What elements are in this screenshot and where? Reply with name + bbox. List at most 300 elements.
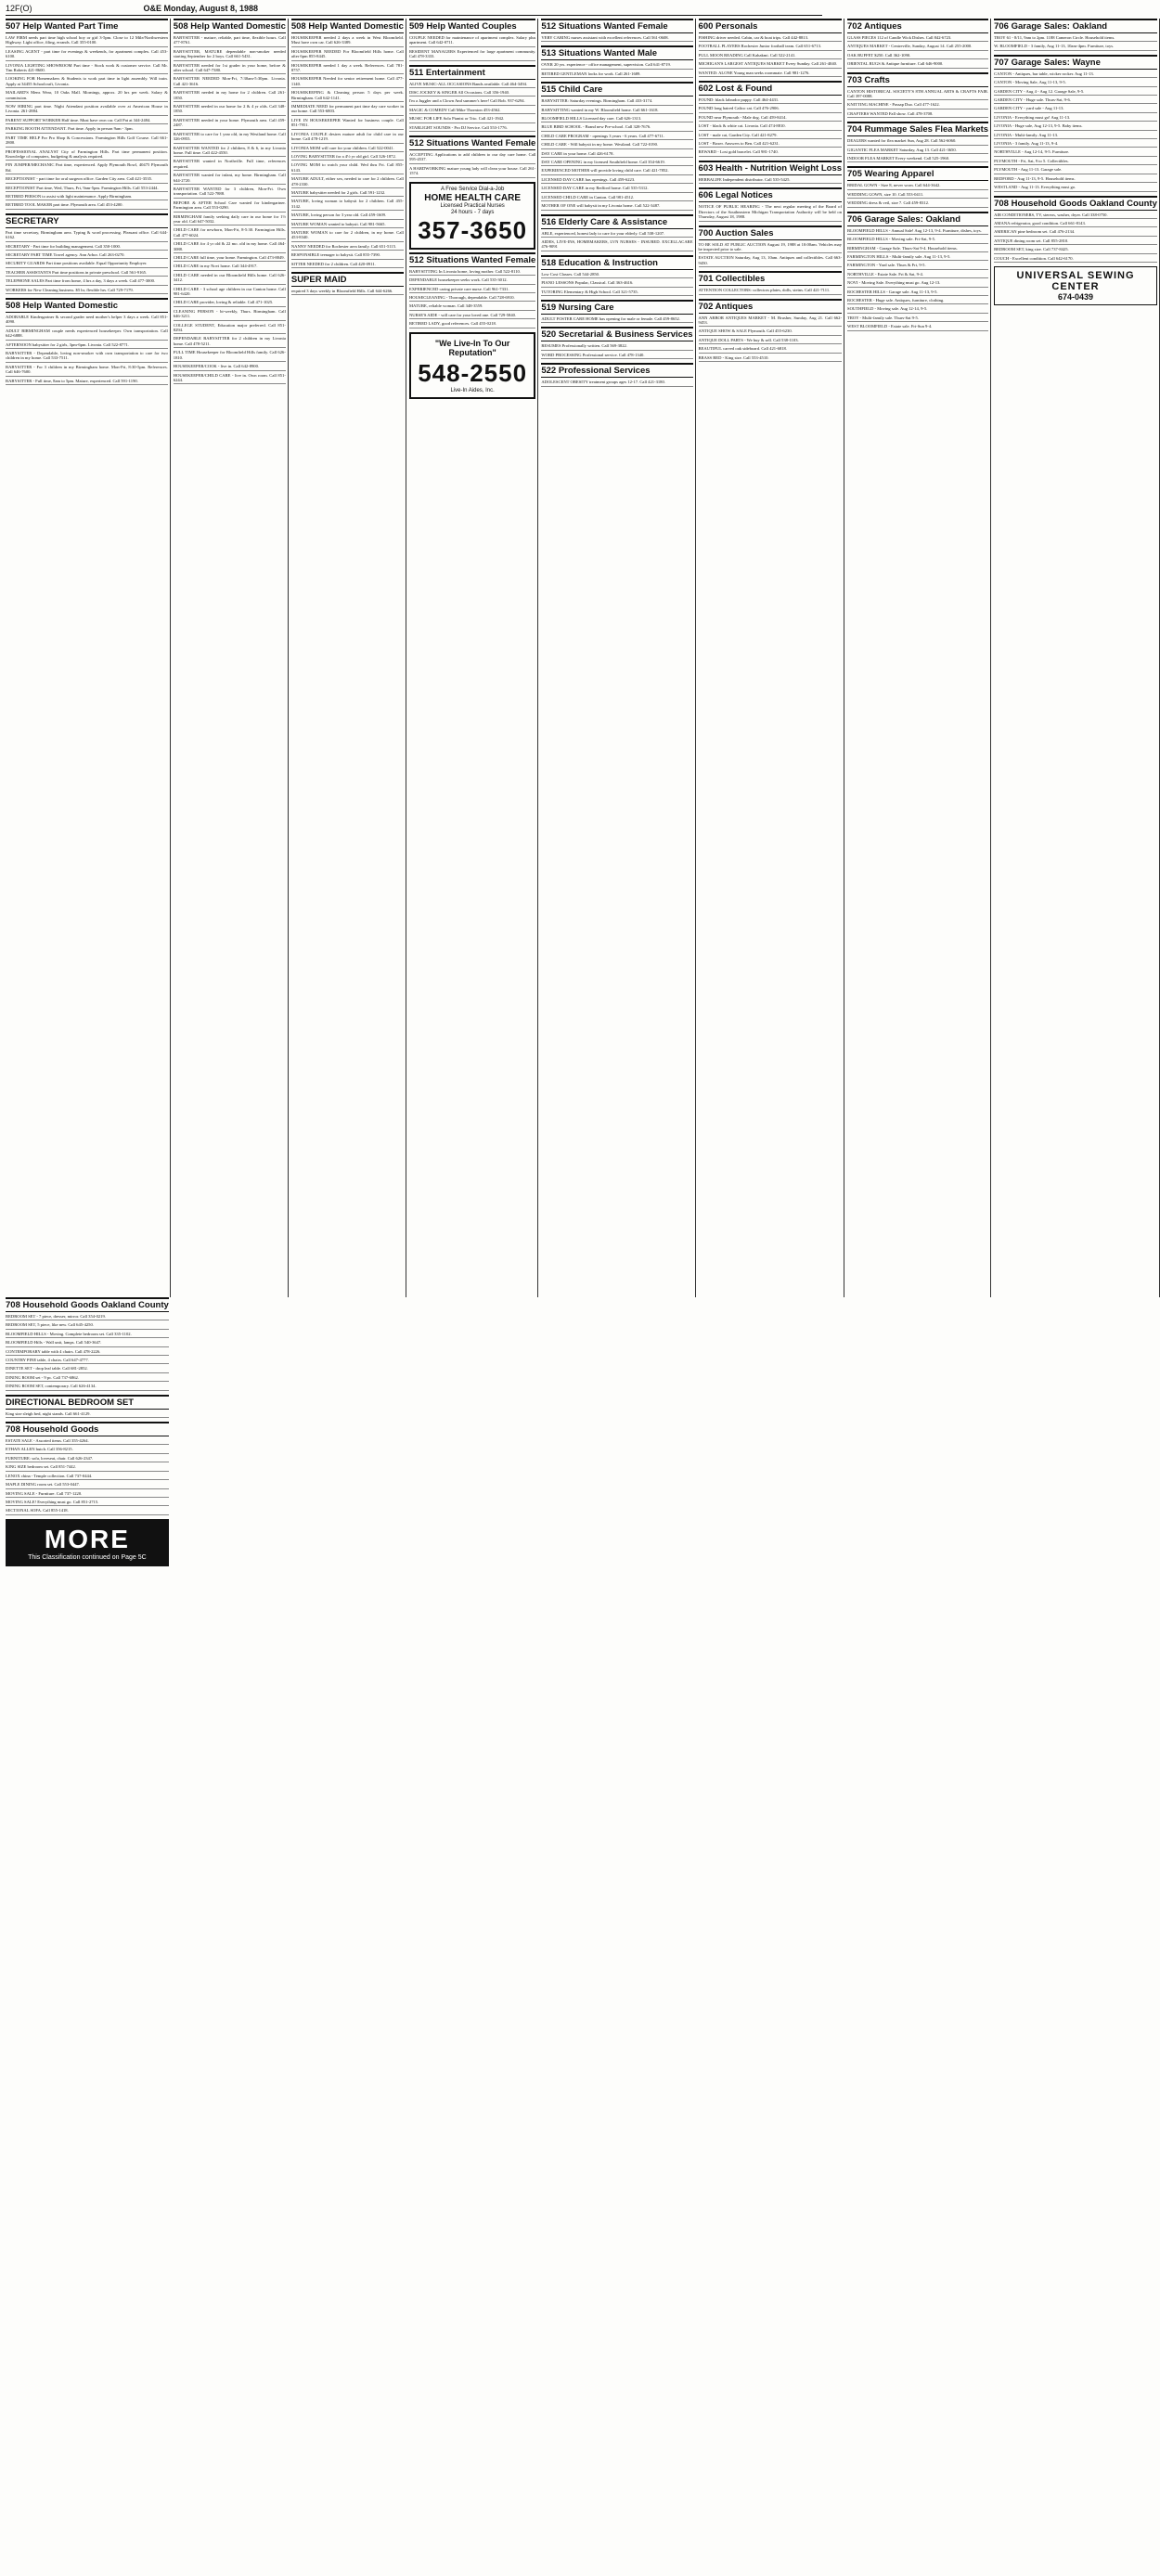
- classified-ad: CLEANING PERSON - bi-weekly, Thurs. Birmingham. Call 646-3211.: [174, 309, 286, 321]
- ad-list: [847, 228, 988, 331]
- ad-list: [847, 183, 988, 207]
- ad-list: [291, 289, 404, 295]
- classified-section: [847, 166, 988, 207]
- ad-list: [174, 35, 286, 384]
- ad-list: [291, 35, 404, 268]
- classified-section: [6, 298, 168, 385]
- ad-phone: 548-2550: [418, 358, 528, 387]
- classified-ad: LAW FIRM needs part time high school boy or girl 3-5pm. Close to 12 Mile/Northwestern Highway. Light office, filing, errands. Call 355-0100.: [6, 35, 168, 47]
- classified-section: [847, 19, 988, 69]
- classified-ad: WESTLAND - Aug 11-13. Everything must go.: [994, 185, 1157, 191]
- classified-ad: BEDROOM SET, 5 piece, like new. Call 645-4250.: [6, 1322, 169, 1329]
- classified-ad: GIGANTIC FLEA MARKET Saturday, Aug 13. Call 421-3650.: [847, 148, 988, 154]
- ad-list: [994, 71, 1157, 192]
- classified-ad: DAY CARE OPENING in my licensed Southfield home. Call 354-6619.: [541, 160, 692, 166]
- classified-ad: MATURE, reliable woman. Call 348-3559.: [409, 303, 535, 310]
- classified-ad: BABYSITTER needed for 1st grader in your home, before & after school. Call 647-7380.: [174, 63, 286, 75]
- classified-section: [699, 225, 842, 268]
- classified-ad: AFTERNOON babysitter for 2 girls, 3pm-6pm. Livonia. Call 522-8771.: [6, 342, 168, 349]
- section-heading: 520 Secretarial & Business Services: [541, 327, 692, 341]
- classified-ad: MATURE, loving person for 3 year old. Call 459-1609.: [291, 213, 404, 219]
- classified-ad: REDFORD - Aug 11-13, 9-5. Household items.: [994, 176, 1157, 183]
- section-heading: 512 Situations Wanted Female: [541, 19, 692, 33]
- classified-ad: BABYSITTER wanted for infant, my home. Birmingham. Call 644-2720.: [174, 173, 286, 185]
- classified-section: [409, 19, 535, 61]
- classified-ad: LICENSED DAY CARE in my Redford home. Call 535-5312.: [541, 186, 692, 192]
- classified-ad: BABYSITTER - Full time, 8am to 5pm. Mature, experienced. Call 591-1190.: [6, 379, 168, 385]
- section-heading: 708 Household Goods Oakland County: [994, 196, 1157, 211]
- section-heading: 706 Garage Sales: Oakland: [994, 19, 1157, 33]
- classified-section: [847, 212, 988, 331]
- classified-ad: ANN ARBOR ANTIQUES MARKET - M. Brusher, Sunday, Aug 21. Call 662-9453.: [699, 316, 842, 328]
- classified-ad: MOVING SALE! Everything must go. Call 851-2715.: [6, 1500, 169, 1506]
- ad-list: [847, 138, 988, 162]
- classified-ad: TROY 61 - 8/11, 9am to 2pm. 1188 Cameron Circle. Household items.: [994, 35, 1157, 42]
- ad-list: [847, 89, 988, 119]
- classified-section: [291, 272, 404, 295]
- classified-section: [541, 300, 692, 323]
- classified-ad: FARMINGTON - Yard sale. Thurs & Fri, 9-5.: [847, 263, 988, 269]
- more-word: MORE: [44, 1524, 130, 1553]
- section-heading: 508 Help Wanted Domestic: [174, 19, 286, 33]
- classified-ad: EXPERIENCED MOTHER will provide loving child care. Call 421-7852.: [541, 168, 692, 174]
- classified-ad: SECRETARY PART TIME Travel agency. Ann Arbor. Call 263-0270.: [6, 252, 168, 259]
- section-heading: 707 Garage Sales: Wayne: [994, 55, 1157, 70]
- classified-ad: FULL MOON READING Call Kahakmi. Call 522-2141.: [699, 53, 842, 59]
- classified-ad: INDOOR FLEA MARKET Every weekend. Call 525-1960.: [847, 156, 988, 162]
- section-heading: 512 Situations Wanted Female: [409, 135, 535, 150]
- page-column: [847, 19, 991, 1297]
- section-heading: 508 Help Wanted Domestic: [291, 19, 404, 33]
- classified-ad: required 3 days weekly in Bloomfield Hills. Call 644-6266.: [291, 289, 404, 295]
- classified-section: [994, 55, 1157, 192]
- classified-ad: HOUSEKEEPING & Cleaning person 5 days per week. Birmingham. Call 642-1141.: [291, 90, 404, 102]
- classified-ad: NORTHVILLE - Aug 12-14, 9-5. Furniture.: [994, 149, 1157, 156]
- classified-ad: TROY - Multi-family sale. Thurs-Sat 9-5.: [847, 316, 988, 322]
- classified-ad: BABYSITTER needed in my home for 2 children. Call 261-1850.: [174, 90, 286, 102]
- classified-ad: NURSE'S AIDE - will care for your loved one. Call 729-5840.: [409, 313, 535, 319]
- more-subtext: This Classification continued on Page 5C: [28, 1553, 147, 1561]
- page-column: [291, 19, 406, 1297]
- page-column: [994, 19, 1160, 1297]
- section-heading: 515 Child Care: [541, 82, 692, 97]
- ad-list: [541, 35, 692, 42]
- classified-ad: LIVONIA COUPLE desires mature adult for child care in our home. Call 478-1219.: [291, 132, 404, 144]
- classified-ad: RECEPTIONIST - part time for oral surgeon office. Garden City area. Call 421-3535.: [6, 176, 168, 183]
- classified-section: [291, 19, 404, 268]
- ad-list: [541, 231, 692, 251]
- page-masthead: [6, 2, 822, 16]
- classified-ad: HOUSEKEEPER NEEDED For Bloomfield Hills home. Call after 6pm 855-8445.: [291, 49, 404, 61]
- section-heading: 519 Nursing Care: [541, 300, 692, 315]
- classified-ad: BEFORE & AFTER School Care wanted for kindergartner. Farmington area. Call 553-0290.: [174, 200, 286, 213]
- classified-ad: IMMEDIATE NEED for permanent part time day care worker in our home. Call 553-6803.: [291, 104, 404, 116]
- classified-ad: TO BE SOLD AT PUBLIC AUCTION August 19, 1988 at 10:00am. Vehicles may be inspected prior to sale.: [699, 242, 842, 254]
- classified-section: [541, 255, 692, 296]
- sewing-center-ad: [994, 266, 1157, 305]
- classified-ad: PLYMOUTH - Aug 11-13. Garage sale.: [994, 167, 1157, 174]
- classified-ad: BLOOMFIELD HILLS - Moving. Complete bedroom set. Call 335-1102.: [6, 1332, 169, 1338]
- classified-section: [541, 327, 692, 359]
- classified-ad: FOUND near Plymouth - Male dog. Call 459-8414.: [699, 115, 842, 122]
- section-heading: 708 Household Goods: [6, 1422, 169, 1436]
- classified-ad: BABYSITTER NEEDED Mon-Fri, 7:30am-5:30pm. Livonia. Call 421-3616.: [174, 76, 286, 88]
- section-heading: 518 Education & Instruction: [541, 255, 692, 270]
- classified-ad: BABYSITTER - mature, reliable, part time, flexible hours. Call 477-8761.: [174, 35, 286, 47]
- ad-list: [699, 288, 842, 294]
- section-heading: 511 Entertainment: [409, 65, 535, 80]
- section-heading: SECRETARY: [6, 213, 168, 228]
- classified-ad: RETIRED LADY, good references. Call 455-0218.: [409, 321, 535, 328]
- classified-ad: RESUMES Professionally written. Call 569-3822.: [541, 343, 692, 350]
- classified-section: [541, 45, 692, 78]
- classified-ad: NOVI - Moving Sale. Everything must go. Aug 12-13.: [847, 280, 988, 287]
- classified-ad: MOTHER OF ONE will babysit in my Livonia home. Call 522-3487.: [541, 203, 692, 210]
- classified-ad: BABYSITTER WANTED for 3 children, Mon-Fri. Own transportation. Call 522-7888.: [174, 187, 286, 199]
- classified-ad: HOUSEKEEPER/CHILD CARE - live in. Own room. Call 851-6244.: [174, 373, 286, 385]
- classified-ad: OVER 20 yrs. experience - office management, supervision. Call 641-8719.: [541, 62, 692, 69]
- classified-ad: MICHIGAN'S LARGEST ANTIQUES MARKET Every Sunday. Call 261-4040.: [699, 61, 842, 68]
- section-heading: 513 Situations Wanted Male: [541, 45, 692, 60]
- classifieds-page: [6, 19, 1157, 1561]
- section-heading: 600 Personals: [699, 19, 842, 33]
- classified-ad: FOOTBALL PLAYERS Rochester Junior football team. Call 651-6713.: [699, 44, 842, 50]
- classified-ad: LIVONIA - Huge sale, Aug 12-13, 9-5. Baby items.: [994, 123, 1157, 130]
- classified-ad: RETIRED TOOL MAKER part time. Plymouth area. Call 453-4200.: [6, 202, 168, 209]
- classified-ad: MOVING SALE - Furniture. Call 737-1220.: [6, 1491, 169, 1498]
- ad-list: [541, 380, 692, 386]
- classified-ad: MATURE, loving woman to babysit for 2 children. Call 455-3142.: [291, 199, 404, 211]
- classified-section: [699, 19, 842, 77]
- classified-ad: LIVONIA - Everything must go! Aug 11-13.: [994, 115, 1157, 122]
- classified-ad: TUTORING Elementary & High School. Call 321-5735.: [541, 290, 692, 296]
- classified-ad: LENOX china - Temple collection. Call 737-0444.: [6, 1474, 169, 1480]
- date-line: O&E Monday, August 8, 1988: [143, 4, 259, 13]
- classified-ad: ANTIQUE dining room set. Call 855-2810.: [994, 238, 1157, 245]
- ad-list: [409, 152, 535, 178]
- classified-ad: ROCHESTER HILLS - Garage sale. Aug 11-13, 9-5.: [847, 290, 988, 296]
- classified-ad: DEPENDABLE housekeeper seeks work. Call 535-3012.: [409, 277, 535, 284]
- home-health-care-ad: [409, 182, 535, 250]
- classified-ad: HERBALIFE Independent distributor. Call 535-5425.: [699, 177, 842, 184]
- classified-ad: NOTICE OF PUBLIC HEARING - The next regular meeting of the Board of Directors of the Southeastern Michigan Transportation Authority will be held on Thursday, August 18, 1988.: [699, 204, 842, 221]
- classified-section: [699, 299, 842, 362]
- classified-ad: BEAUTIFUL carved oak sideboard. Call 421-6818.: [699, 346, 842, 353]
- classified-section: [699, 81, 842, 157]
- classified-ad: HOUSECLEANING - Thorough, dependable. Call 728-6910.: [409, 295, 535, 302]
- classified-ad: Part time secretary, Birmingham area. Typing & word processing. Pleasant office. Call 644-6162.: [6, 230, 168, 242]
- ad-list: [699, 316, 842, 362]
- classified-ad: DISC JOCKEY & SINGER All Occasions. Call 356-1940.: [409, 90, 535, 97]
- page-column: [6, 1297, 171, 2576]
- ad-list: [541, 98, 692, 210]
- classified-ad: HOUSEKEEPER needed 1 day a week. References. Call 781-8757.: [291, 63, 404, 75]
- classified-ad: BABYSITTER to care for 1 year old, in my Westland home. Call 326-0955.: [174, 132, 286, 144]
- ad-list: [699, 97, 842, 157]
- page-column: [174, 19, 289, 1297]
- section-heading: 703 Crafts: [847, 72, 988, 87]
- classified-ad: WANTED: ALONE Young man seeks roommate. Call 981-1276.: [699, 71, 842, 77]
- classified-ad: PLYMOUTH - Fri, Sat, 9 to 5. Collectibles.: [994, 159, 1157, 165]
- classified-ad: WEST BLOOMFIELD - Estate sale. Fri-Sun 9-4.: [847, 324, 988, 330]
- ad-list: [994, 35, 1157, 51]
- classified-ad: ADULT FOSTER CARE HOME has opening for male or female. Call 459-8652.: [541, 316, 692, 323]
- ad-company: Live-In Aides, Inc.: [450, 387, 495, 393]
- classified-ad: SECRETARY - Part time for building management. Call 350-1000.: [6, 244, 168, 251]
- sewing-center-phone: 674-0439: [1057, 291, 1094, 302]
- section-heading: 522 Professional Services: [541, 363, 692, 378]
- classified-ad: FURNITURE: sofa, loveseat, chair. Call 626-2347.: [6, 1456, 169, 1462]
- classified-ad: HOUSEKEEPER Needed for senior retirement home. Call 477-1140.: [291, 76, 404, 88]
- live-in-aides-ad: [409, 332, 535, 399]
- classified-section: [409, 65, 535, 132]
- classified-ad: GARDEN CITY - Aug 4 - Aug 12. Garage Sale, 9-5.: [994, 89, 1157, 96]
- ad-list: [409, 82, 535, 132]
- classified-ad: PARENT SUPPORT WORKER Half time. Must have own car. Call Pat at 344-2484.: [6, 118, 168, 124]
- classified-ad: ALIVE MUSIC-ALL OCCASIONS Bands available. Call 464-3494.: [409, 82, 535, 88]
- classified-ad: RECEPTIONIST Part time, Wed, Thurs, Fri, 9am-5pm. Farmington Hills. Call 553-2444.: [6, 186, 168, 192]
- classified-ad: DINING ROOM set - 9 pc. Call 737-6862.: [6, 1375, 169, 1382]
- sewing-center-name: UNIVERSAL SEWING CENTER: [1016, 269, 1135, 292]
- classified-ad: BABYSITTER WANTED for 2 children, 8 & 6, in my Livonia home. Full time. Call 422-4550.: [174, 146, 286, 158]
- classified-ad: TEACHER ASSISTANTS Part time positions in private preschool. Call 561-9165.: [6, 270, 168, 277]
- classified-ad: BABYSITTER needed in your home. Plymouth area. Call 459-2487.: [174, 118, 286, 130]
- classified-section: [847, 122, 988, 162]
- classified-ad: OAK BUFFET $250. Call 362-1090.: [847, 53, 988, 59]
- classified-ad: STARLIGHT SOUNDS - Pro DJ Service. Call 553-1776.: [409, 125, 535, 132]
- classified-ad: ADULT BIRMINGHAM couple needs experienced housekeeper. Own transportation. Call 642-6888.: [6, 328, 168, 341]
- classified-ad: LIVONIA - 3 family. Aug 11-13, 9-4.: [994, 141, 1157, 148]
- classified-ad: CHILD CARE - 3 school age children in our Canton home. Call 981-6420.: [174, 287, 286, 299]
- classified-ad: FULL TIME Housekeeper for Bloomfield Hills family. Call 626-1810.: [174, 350, 286, 362]
- classified-section: [699, 271, 842, 294]
- classified-ad: RETIRED GENTLEMAN looks for work. Call 261-1689.: [541, 71, 692, 78]
- feature-line: A Free Service Dial-a-Job: [440, 186, 505, 192]
- ad-list: [409, 269, 535, 328]
- classified-ad: ANTIQUE DOLL PARTS - We buy & sell. Call 538-1103.: [699, 338, 842, 344]
- classified-ad: CHILD CARE full time, your home. Farmington. Call 473-8849.: [174, 255, 286, 262]
- classified-ad: GARDEN CITY - Huge sale. Thurs-Sat, 9-6.: [994, 97, 1157, 104]
- section-heading: 509 Help Wanted Couples: [409, 19, 535, 33]
- classified-ad: W. BLOOMFIELD - 3 family, Aug 11-13, 10am-4pm. Furniture, toys.: [994, 44, 1157, 50]
- classified-ad: LOVING MOM to watch your child. Wed thru Fri. Call 855-6143.: [291, 162, 404, 174]
- classified-ad: RESPONSIBLE teenager to babysit. Call 855-7390.: [291, 252, 404, 259]
- page-column: [6, 19, 171, 1297]
- ad-list: [6, 1314, 169, 1391]
- classified-ad: A HARDWORKING mature young lady will clean your house. Call 261-1574.: [409, 166, 535, 178]
- classified-ad: AIR CONDITIONERS, TV, stereos, washer, dryer. Call 338-0750.: [994, 213, 1157, 219]
- section-heading: DIRECTIONAL BEDROOM SET: [6, 1395, 169, 1410]
- classified-ad: PART TIME HELP For Pro Shop & Concessions. Farmington Hills Golf Course. Call 661-2800.: [6, 135, 168, 148]
- section-heading: 702 Antiques: [847, 19, 988, 33]
- classified-ad: KING SIZE bedroom set. Call 851-7442.: [6, 1464, 169, 1471]
- classified-section: [6, 1422, 169, 1515]
- classified-section: [409, 135, 535, 178]
- classified-ad: COLLEGE STUDENT, Education major preferred. Call 851-8294.: [174, 323, 286, 335]
- classified-ad: NORTHVILLE - Estate Sale. Fri & Sat, 9-4.: [847, 272, 988, 278]
- classified-ad: COUCH - Excellent condition. Call 642-6170.: [994, 256, 1157, 263]
- classified-ad: PIN JUMPER/MECHANIC Part time, experienced. Apply Plymouth Bowl, 40475 Plymouth Rd.: [6, 162, 168, 174]
- classified-ad: BABYSITTER wanted in Northville. Full time, references required.: [174, 159, 286, 171]
- section-heading: 700 Auction Sales: [699, 225, 842, 240]
- more-continued-box: [6, 1519, 169, 1566]
- classified-ad: SITTER NEEDED for 2 children. Call 420-0911.: [291, 262, 404, 268]
- classified-ad: BLOOMFIELD HILLS - Annual Sale! Aug 12-13, 9-4. Furniture, dishes, toys.: [847, 228, 988, 235]
- classified-ad: FOUND long haired Calico cat. Call 476-2906.: [699, 106, 842, 112]
- classified-ad: ETHAN ALLEN hutch. Call 356-8215.: [6, 1447, 169, 1453]
- classified-ad: LIVONIA LIGHTING SHOWROOM Part time - Stock work & customer service. Call Mr. Tim Roberts 421-8600.: [6, 63, 168, 75]
- ad-list: [699, 35, 842, 77]
- classified-ad: ANTIQUES MARKET - Centreville, Sunday, August 14. Call 255-2000.: [847, 44, 988, 50]
- section-heading: 704 Rummage Sales Flea Markets: [847, 122, 988, 136]
- classified-ad: BABYSITTER: Saturday evenings. Birmingham. Call 433-3174.: [541, 98, 692, 105]
- classified-section: [6, 1297, 169, 1391]
- classified-section: [541, 363, 692, 386]
- ad-list: [6, 35, 168, 210]
- classified-ad: HOUSEKEEPER needed 2 days a week in West Bloomfield. Must have own car. Call 626-3389.: [291, 35, 404, 47]
- classified-section: [409, 252, 535, 328]
- classified-ad: ESTATE SALE - Assorted items. Call 355-4264.: [6, 1438, 169, 1445]
- classified-ad: PIANO LESSONS Popular, Classical. Call 363-4616.: [541, 280, 692, 287]
- classified-ad: MATURE WOMAN to care for 2 children, in my home. Call 453-8340.: [291, 230, 404, 242]
- classified-ad: BIRMINGHAM family seeking daily care in our home for 1½ year old. Call 647-5032.: [174, 214, 286, 226]
- classified-ad: BEDROOM SET - 7 piece, dresser, mirror. Call 354-0219.: [6, 1314, 169, 1320]
- classified-section: [994, 196, 1157, 263]
- classified-section: [699, 161, 842, 184]
- section-heading: 708 Household Goods Oakland County: [6, 1297, 169, 1312]
- classified-ad: BLUE BIRD SCHOOL - Brand new Pre-school. Call 328-7676.: [541, 124, 692, 131]
- classified-ad: ESTATE AUCTION Saturday, Aug 13, 10am. Antiques and collectibles. Call 663-9450.: [699, 255, 842, 267]
- ad-list: [541, 343, 692, 359]
- classified-ad: WEDDING GOWN, size 10. Call 553-0411.: [847, 192, 988, 199]
- classified-ad: BABYSITTER - For 3 children in my Birmingham home. Mon-Fri, 8:30-5pm. References. Call 646-7600.: [6, 365, 168, 377]
- classified-ad: FOUND: black labrador puppy. Call 464-4431.: [699, 97, 842, 104]
- classified-ad: RESIDENT MANAGERS Experienced for large apartment community. Call 478-3333.: [409, 49, 535, 61]
- classified-section: [994, 19, 1157, 51]
- classified-ad: BEDROOM SET, king size. Call 737-8425.: [994, 247, 1157, 253]
- classified-section: [6, 213, 168, 294]
- classified-ad: COUPLE NEEDED for maintenance of apartment complex. Salary plus apartment. Call 642-0711.: [409, 35, 535, 47]
- section-heading: 705 Wearing Apparel: [847, 166, 988, 181]
- classified-ad: CONTEMPORARY table with 4 chairs. Call 478-2226.: [6, 1349, 169, 1356]
- classified-ad: LOST - Boxer. Answers to Ben. Call 421-6231.: [699, 141, 842, 148]
- classified-ad: WORD PROCESSING Professional service. Call 478-1340.: [541, 353, 692, 359]
- classified-ad: ORIENTAL RUGS & Antique furniture. Call 646-9000.: [847, 61, 988, 68]
- classified-ad: REWARD - Lost gold bracelet. Call 981-1740.: [699, 149, 842, 156]
- classified-ad: SECTIONAL SOFA. Call 855-1418.: [6, 1508, 169, 1514]
- classified-ad: BABYSITTING wanted in my W. Bloomfield home. Call 661-1618.: [541, 108, 692, 114]
- classified-section: [174, 19, 286, 384]
- classified-ad: LOOKING FOR Homemakers & Students to work part time in light assembly. Will train. Apply at 34455 Schoolcraft, Livonia.: [6, 76, 168, 88]
- classified-ad: KNITTING MACHINE - Passap Duo. Call 477-1622.: [847, 102, 988, 109]
- classified-ad: PROFESSIONAL ANALYST City of Farmington Hills. Part time permanent position. Knowledge of computers, budgeting & analysis required.: [6, 149, 168, 161]
- classified-ad: Low Cost Classes. Call 544-2850.: [541, 272, 692, 278]
- classified-ad: SECURITY GUARDS Part time positions available. Equal Opportunity Employer.: [6, 261, 168, 267]
- classified-section: [541, 82, 692, 210]
- classified-ad: BLOOMFIELD HILLS - Moving sale. Fri-Sat, 9-5.: [847, 237, 988, 243]
- classified-ad: MAILARD'S Mens Wear, 10 Oaks Mall. Mornings, approx. 20 hrs per week. Salary & commission.: [6, 90, 168, 102]
- classified-section: [541, 19, 692, 42]
- classified-ad: ACCEPTING Applications to add children to our day care home. Call 595-4537.: [409, 152, 535, 164]
- section-heading: 507 Help Wanted Part Time: [6, 19, 168, 33]
- classified-ad: CHILD CARE in my Novi home. Call 344-4917.: [174, 264, 286, 270]
- classified-ad: MATURE babysitter needed for 2 girls. Call 591-1232.: [291, 190, 404, 197]
- classified-ad: BLOOMFIELD Hills - Wall unit, lamps. Call 540-3647.: [6, 1340, 169, 1346]
- classified-ad: MAGIC & COMEDY Call Mike Thornton 453-4562.: [409, 108, 535, 114]
- classified-ad: CHILD CARE for 4 yr old & 22 mo. old in my home. Call 464-3088.: [174, 241, 286, 253]
- classified-ad: I'm a Juggler and a Clown And summer's here! Call Bob. 937-6294.: [409, 98, 535, 105]
- classified-ad: NOW HIRING part time. Night Attendant position available over at American House in Livonia. 261-2884.: [6, 104, 168, 116]
- classified-ad: MATURE ADULT, either sex, needed to care for 2 children. Call 478-2330.: [291, 176, 404, 188]
- section-heading: 702 Antiques: [699, 299, 842, 314]
- classified-ad: BABYSITTER needed in our home for 2 & 4 yr olds. Call 348-1850.: [174, 104, 286, 116]
- classified-ad: WEDDING dress & veil, size 7. Call 459-8312.: [847, 200, 988, 207]
- classified-ad: CANTON HISTORICAL SOCIETY'S 8TH ANNUAL ARTS & CRAFTS FAIR. Call 397-0088.: [847, 89, 988, 101]
- classified-ad: BIRMINGHAM - Garage Sale. Thurs-Sat 9-4. Household items.: [847, 246, 988, 252]
- classified-ad: ROCHESTER - Huge sale. Antiques, furniture, clothing.: [847, 298, 988, 304]
- ad-list: [847, 35, 988, 69]
- classified-ad: DAY CARE in your home. Call 426-6178.: [541, 151, 692, 158]
- classified-ad: EXPERIENCED caring private care nurse. Call 961-7331.: [409, 287, 535, 293]
- classified-section: [6, 1395, 169, 1418]
- classified-ad: SOUTHFIELD - Moving sale. Aug 12-14, 9-5.: [847, 306, 988, 313]
- page-label: 12F(O): [6, 4, 32, 13]
- classified-ad: CRAFTERS WANTED Fall show. Call 478-3708.: [847, 111, 988, 118]
- classified-section: [847, 72, 988, 119]
- classified-ad: TELEPHONE SALES Part time from home, 4 hrs a day, 3 days a week. Call 477-3000.: [6, 278, 168, 285]
- classified-ad: King size sleigh bed, night stands. Call 661-4129.: [6, 1411, 169, 1418]
- classified-ad: LICENSED DAY CARE has openings. Call 459-6223.: [541, 177, 692, 184]
- classified-ad: MAPLE DINING room set. Call 553-0447.: [6, 1482, 169, 1488]
- classified-ad: ABLE, experienced, honest lady to care for your elderly. Call 538-1207.: [541, 231, 692, 238]
- classified-ad: CHILD CARE PROGRAM - openings 3 years - 6 years. Call 477-6711.: [541, 134, 692, 140]
- classified-ad: BRASS BED - King size. Call 553-4510.: [699, 355, 842, 362]
- section-heading: SUPER MAID: [291, 272, 404, 287]
- feature-line: 24 hours - 7 days: [450, 209, 495, 215]
- section-heading: 701 Collectibles: [699, 271, 842, 286]
- classified-ad: LOST - black & white cat. Livonia. Call 474-8810.: [699, 123, 842, 130]
- classified-ad: BLOOMFIELD HILLS Licensed day care. Call 626-1313.: [541, 116, 692, 122]
- classified-ad: HOUSEKEEPER/COOK - live in. Call 642-8900.: [174, 364, 286, 370]
- classified-ad: GLASS PIECES 112 of Candle Wick Dishes. Call 842-6723.: [847, 35, 988, 42]
- section-heading: 602 Lost & Found: [699, 81, 842, 96]
- classified-ad: BABYSITTING In Livonia home, loving mother. Call 522-8110.: [409, 269, 535, 276]
- classified-ad: ATTENTION COLLECTORS: collectors plates, dolls, steins. Call 421-7111.: [699, 288, 842, 294]
- classified-section: [6, 19, 168, 210]
- classified-ad: AMERICAN pine bedroom set. Call 476-2134.: [994, 229, 1157, 236]
- classified-ad: PARKING BOOTH ATTENDANT. Part time. Apply in person 9am - 3pm.: [6, 126, 168, 133]
- classified-ad: LEASING AGENT - part time for evenings & weekends, for apartment complex. Call 453-6100.: [6, 49, 168, 61]
- classified-ad: BRIDAL GOWN - Size 8, never worn. Call 644-3642.: [847, 183, 988, 189]
- classified-ad: VERY CARING nurses assistant with excellent references. Call 561-0608.: [541, 35, 692, 42]
- ad-list: [541, 272, 692, 296]
- classified-ad: LIVONIA MOM will care for your children. Call 522-0041.: [291, 146, 404, 152]
- classified-ad: BABYSITTER, MATURE dependable non-smoker needed starting September for 2 boys. Call 661-5431.: [174, 49, 286, 61]
- classified-ad: ADORABLE Kindergartner & second grader need mother's helper 3 days a week. Call 851-4090.: [6, 315, 168, 327]
- section-heading: 508 Help Wanted Domestic: [6, 298, 168, 313]
- ad-list: [699, 242, 842, 268]
- classified-ad: LOVING BABYSITTER for a 4½ yr old girl. Call 326-1872.: [291, 154, 404, 161]
- ad-list: [699, 177, 842, 184]
- page-column: [699, 19, 844, 1297]
- classified-ad: CANTON - Antiques, bar table, wicker rocker. Aug 11-13.: [994, 71, 1157, 78]
- feature-heading: HOME HEALTH CARE: [424, 192, 521, 203]
- classified-ad: GARDEN CITY - yard sale - Aug 11-13.: [994, 106, 1157, 112]
- ad-list: [6, 1411, 169, 1418]
- classified-ad: DINETTE SET - drop leaf table. Call 681-2852.: [6, 1366, 169, 1372]
- feature-phone: 357-3650: [418, 215, 528, 244]
- section-heading: 606 Legal Notices: [699, 187, 842, 202]
